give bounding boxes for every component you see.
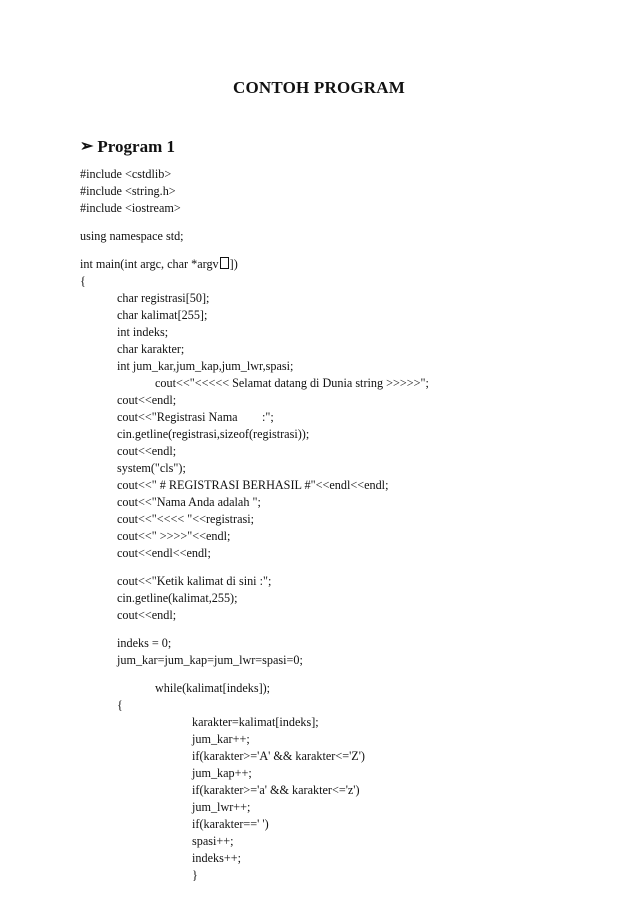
page-title: CONTOH PROGRAM — [232, 78, 405, 97]
code-line-part: int main(int argc, char *argv — [80, 257, 219, 271]
code-line: char kalimat[255]; — [117, 308, 208, 322]
code-line: cout<<"Registrasi Nama :"; — [117, 410, 274, 424]
code-line: int indeks; — [117, 325, 169, 339]
code-line: cout<<"Nama Anda adalah "; — [117, 495, 261, 509]
code-line: jum_kap++; — [192, 766, 252, 780]
code-line: if(karakter>='a' && karakter<='z') — [192, 783, 360, 797]
section-heading-text: Program 1 — [97, 137, 175, 156]
code-line: cout<<" >>>>"<<endl; — [117, 529, 231, 543]
code-line: cout<<endl<<endl; — [117, 546, 211, 560]
code-line: cin.getline(kalimat,255); — [117, 591, 238, 605]
code-line: while(kalimat[indeks]); — [155, 681, 271, 695]
code-line: int jum_kar,jum_kap,jum_lwr,spasi; — [117, 359, 294, 373]
code-line: indeks++; — [192, 851, 241, 865]
code-line: { — [80, 274, 86, 288]
code-line: jum_kar=jum_kap=jum_lwr=spasi=0; — [117, 653, 303, 667]
code-line: cout<<" # REGISTRASI BERHASIL #"<<endl<<endl; — [117, 478, 389, 492]
missing-glyph-box-icon — [220, 257, 229, 269]
code-line: } — [192, 868, 198, 882]
code-line: cout<<"Ketik kalimat di sini :"; — [117, 574, 272, 588]
code-line: cin.getline(registrasi,sizeof(registrasi)); — [117, 427, 310, 441]
code-line-main — [80, 256, 238, 273]
section-heading — [80, 137, 175, 157]
code-line: jum_kar++; — [192, 732, 250, 746]
code-line: #include <cstdlib> — [80, 167, 172, 181]
code-line: cout<<"<<<< "<<registrasi; — [117, 512, 255, 526]
code-line: using namespace std; — [80, 229, 184, 243]
code-line: indeks = 0; — [117, 636, 172, 650]
code-line: char registrasi[50]; — [117, 291, 210, 305]
code-line: cout<<endl; — [117, 393, 177, 407]
code-line: cout<<"<<<<< Selamat datang di Dunia string >>>>>"; — [155, 376, 429, 390]
code-line: char karakter; — [117, 342, 185, 356]
code-line: jum_lwr++; — [192, 800, 251, 814]
code-line: #include <iostream> — [80, 201, 181, 215]
code-line: spasi++; — [192, 834, 234, 848]
arrow-bullet-icon: ➢ — [80, 138, 94, 155]
code-line-part: ]) — [229, 257, 238, 271]
code-line: system("cls"); — [117, 461, 186, 475]
code-line: { — [117, 698, 123, 712]
code-line: cout<<endl; — [117, 608, 177, 622]
code-line: #include <string.h> — [80, 184, 176, 198]
code-line: if(karakter==' ') — [192, 817, 269, 831]
code-line: if(karakter>='A' && karakter<='Z') — [192, 749, 365, 763]
code-line: cout<<endl; — [117, 444, 177, 458]
code-line: karakter=kalimat[indeks]; — [192, 715, 319, 729]
